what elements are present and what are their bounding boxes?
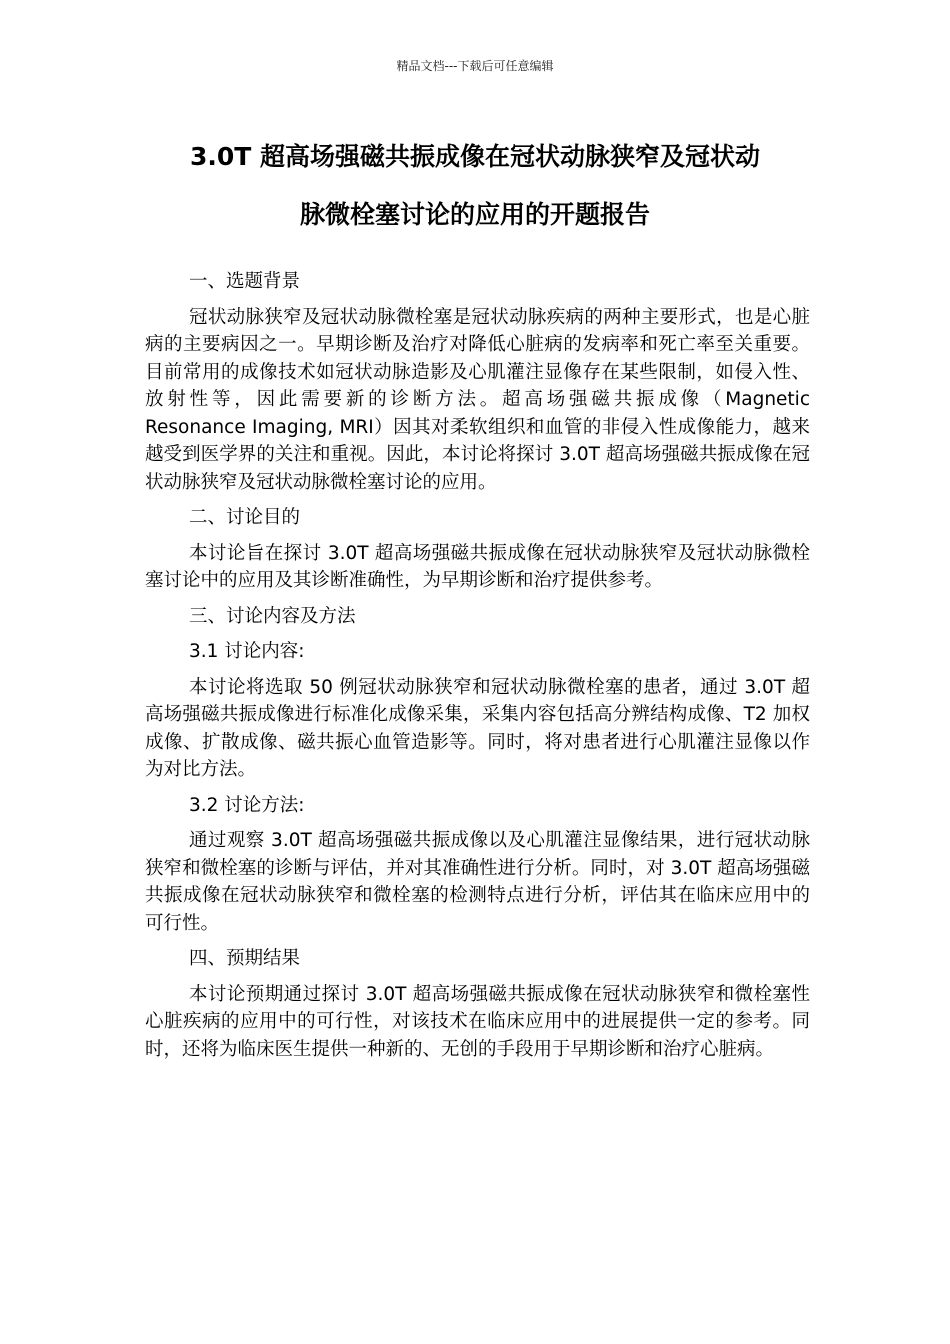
section-heading-expected-results: 四、预期结果 xyxy=(189,948,301,969)
subsection-heading-methods: 3.2 讨论方法: xyxy=(189,794,305,816)
section-heading-content-methods: 三、讨论内容及方法 xyxy=(189,605,356,627)
title-line-2: 脉微栓塞讨论的应用的开题报告 xyxy=(299,200,650,229)
paragraph-content: 本讨论将选取 50 例冠状动脉狭窄和冠状动脉微栓塞的患者，通过 3.0T 超高场强磁共振成像进行标准化成像采集，采集内容包括高分辨结构成像、T2 加权成像、扩散成像、磁共振心血管造影等。同时，将对患者进行心肌灌注显像以作为对比方法。 xyxy=(145,676,810,780)
paragraph-background: 冠状动脉狭窄及冠状动脉微栓塞是冠状动脉疾病的两种主要形式，也是心脏病的主要病因之一。早期诊断及治疗对降低心脏病的发病率和死亡率至关重要。目前常用的成像技术如冠状动脉造影及心肌灌注显像存在某些限制，如侵入性、放射性等，因此需要新的诊断方法。超高场强磁共振成像（Magnetic Resonance Imaging, MRI）因其对柔软组织和血管的非侵入性成像能力，越来越受到医学界的关注和重视。因此，本讨论将探讨 3.0T 超高场强磁共振成像在冠状动脉狭窄及冠状动脉微栓塞讨论的应用。 xyxy=(145,306,810,493)
document-title xyxy=(140,128,810,244)
paragraph-purpose: 本讨论旨在探讨 3.0T 超高场强磁共振成像在冠状动脉狭窄及冠状动脉微栓塞讨论中的应用及其诊断准确性，为早期诊断和治疗提供参考。 xyxy=(145,542,810,591)
subsection-heading-content: 3.1 讨论内容: xyxy=(189,641,305,662)
page-header: 精品文档---下载后可任意编辑 xyxy=(396,59,554,73)
document-body xyxy=(145,268,810,1071)
paragraph-expected-results: 本讨论预期通过探讨 3.0T 超高场强磁共振成像在冠状动脉狭窄和微栓塞性心脏疾病的应用中的可行性，对该技术在临床应用中的进展提供一定的参考。同时，还将为临床医生提供一种新的、无创的手段用于早期诊断和治疗心脏病。 xyxy=(145,983,810,1060)
section-heading-purpose: 二、讨论目的 xyxy=(189,507,301,528)
section-heading-background: 一、选题背景 xyxy=(189,271,301,292)
title-line-1: 3.0T 超高场强磁共振成像在冠状动脉狭窄及冠状动 xyxy=(189,142,761,171)
paragraph-methods: 通过观察 3.0T 超高场强磁共振成像以及心肌灌注显像结果，进行冠状动脉狭窄和微栓塞的诊断与评估，并对其准确性进行分析。同时，对 3.0T 超高场强磁共振成像在冠状动脉狭窄和微栓塞的检测特点进行分析，评估其在临床应用中的可行性。 xyxy=(145,830,810,934)
